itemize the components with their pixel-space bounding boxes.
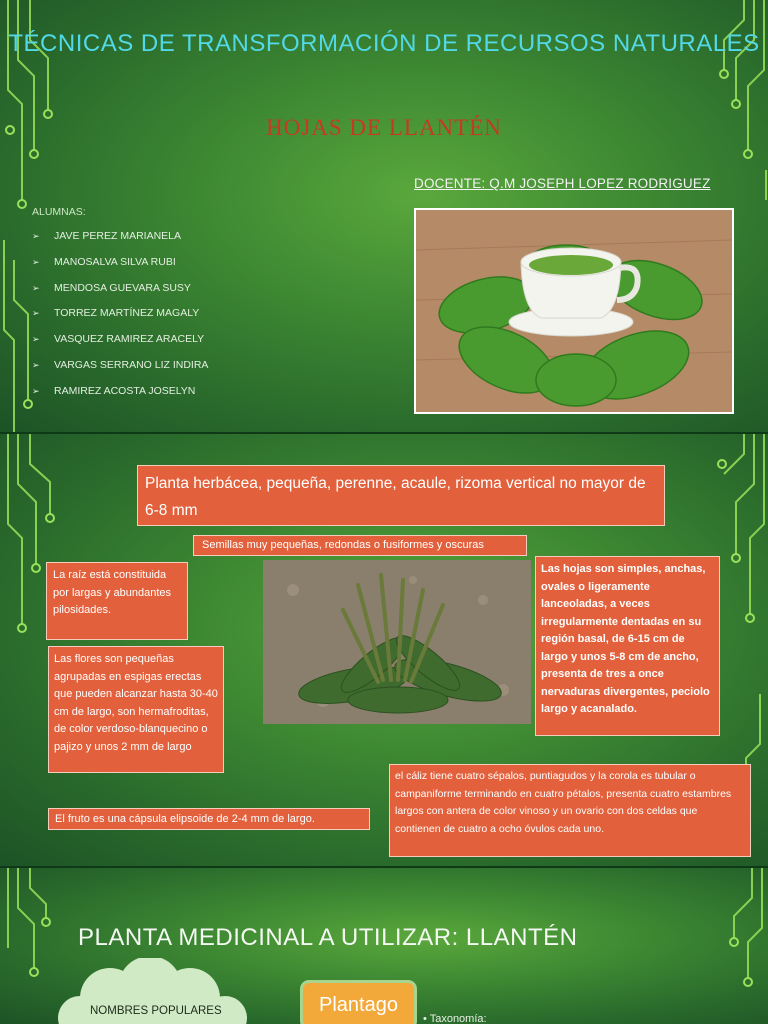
list-item: ➢ VARGAS SERRANO LIZ INDIRA xyxy=(32,358,209,371)
arrow-bullet-icon: ➢ xyxy=(32,282,40,293)
alumnas-heading: ALUMNAS: xyxy=(32,206,86,218)
hojas-box: Las hojas son simples, anchas, ovales o ligeramente lanceoladas, a veces irregularmente dentadas en su región basal, de 6-15 cm de largo y unos 5-8 cm de ancho, presenta de tres a once nervaduras divergentes, peciolo largo y acanalado. xyxy=(535,556,720,736)
plantago-box: Plantago xyxy=(300,980,417,1024)
tea-cup-photo xyxy=(414,208,734,414)
alumnas-list xyxy=(32,230,208,411)
taxonomia-label: • Taxonomía: xyxy=(423,1013,487,1024)
presentation-subtitle: HOJAS DE LLANTÉN xyxy=(266,115,502,140)
slide-description xyxy=(0,434,768,866)
plant-section-title: PLANTA MEDICINAL A UTILIZAR: LLANTÉN xyxy=(78,924,578,951)
slide-title xyxy=(0,0,768,432)
arrow-bullet-icon: ➢ xyxy=(32,231,40,241)
list-item: ➢ TORREZ MARTÍNEZ MAGALY xyxy=(32,307,200,320)
arrow-bullet-icon: ➢ xyxy=(32,359,40,370)
arrow-bullet-icon: ➢ xyxy=(32,334,40,345)
raiz-box: La raíz está constituida por largas y abundantes pilosidades. xyxy=(46,562,188,640)
list-item: ➢ VASQUEZ RAMIREZ ARACELY xyxy=(32,333,205,346)
slide-medicinal-plant xyxy=(0,868,768,1024)
list-item: ➢ JAVE PEREZ MARIANELA xyxy=(32,230,182,242)
arrow-bullet-icon: ➢ xyxy=(32,385,40,396)
main-description-box: Planta herbácea, pequeña, perenne, acaule, rizoma vertical no mayor de 6-8 mm xyxy=(137,465,665,526)
circuit-decoration-right xyxy=(698,868,768,1024)
list-item: ➢ MANOSALVA SILVA RUBI xyxy=(32,255,176,268)
list-item: ➢ MENDOSA GUEVARA SUSY xyxy=(32,281,191,294)
arrow-bullet-icon: ➢ xyxy=(32,308,40,319)
semillas-box: Semillas muy pequeñas, redondas o fusiformes y oscuras xyxy=(193,535,527,556)
flores-box: Las flores son pequeñas agrupadas en espigas erectas que pueden alcanzar hasta 30-40 cm de largo, son hermafroditas, de color verdoso-blanquecino o pajizo y unos 2 mm de largo xyxy=(48,646,224,773)
list-item: ➢ RAMIREZ ACOSTA JOSELYN xyxy=(32,384,196,397)
plantain-plant-photo xyxy=(263,560,531,724)
presentation-title: TÉCNICAS DE TRANSFORMACIÓN DE RECURSOS NATURALES xyxy=(8,30,760,57)
caliz-box: el cáliz tiene cuatro sépalos, puntiagudos y la corola es tubular o campaniforme terminando en cuatro pétalos, presenta cuatro estambres largos con antera de color vinoso y un ovario con dos celdas que contienen de cuatro a ocho óvulos cada uno. xyxy=(389,764,751,857)
docente-label: DOCENTE: Q.M JOSEPH LOPEZ RODRIGUEZ xyxy=(414,176,711,191)
arrow-bullet-icon: ➢ xyxy=(32,256,40,267)
fruto-box: El fruto es una cápsula elipsoide de 2-4 mm de largo. xyxy=(48,808,370,830)
nombres-populares-label: NOMBRES POPULARES xyxy=(90,1005,222,1017)
